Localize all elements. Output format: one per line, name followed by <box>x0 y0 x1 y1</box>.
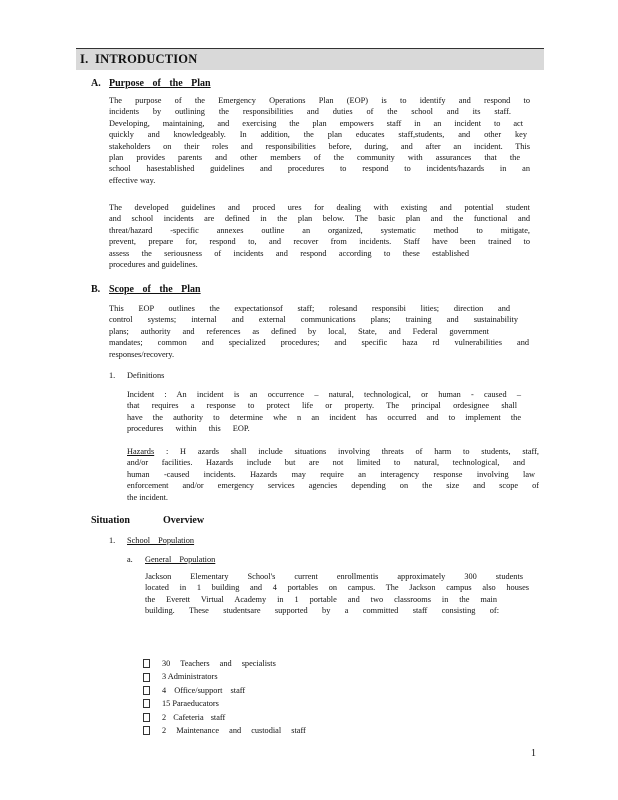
staff-list <box>143 657 306 737</box>
bullet-box-icon <box>143 713 150 722</box>
situation-overview-heading: Situation Overview <box>91 515 205 526</box>
school-population-item: 1. School Population <box>109 536 195 545</box>
definitions-item: 1. Definitions <box>109 371 165 380</box>
purpose-paragraph-1: The purpose of the Emergency Operations Plan (EOP) is to identify and respond to incidents by outlining the responsibilities and duties of the school and its staff. Developing, maintaining, and exercising the plan empowers staff in an incident to act quickly and knowledgeably. In addition, the plan educates staff,students, and other key stakeholders on their roles and responsibilities before, during, and after an incident. This plan provides parents and other members of the community with assurances that the school hasestablished guidelines and procedures to respond to incidents/hazards in an effective way. <box>109 96 530 185</box>
section-title: I. INTRODUCTION <box>80 52 198 66</box>
list-item: 2 Maintenance and custodial staff <box>143 724 306 737</box>
list-item: 15 Paraeducators <box>143 697 306 710</box>
bullet-box-icon <box>143 726 150 735</box>
page-number: 1 <box>531 748 536 759</box>
list-item: 30 Teachers and specialists <box>143 657 306 670</box>
bullet-box-icon <box>143 686 150 695</box>
incident-definition: Incident : An incident is an occurrence – natural, technological, or human - caused – that requires a response to protect life or property. The principal ordesignee shall have the authority to determine whe n an incident has occurred and to implement the procedures within this EOP. <box>127 390 521 434</box>
bullet-box-icon <box>143 673 150 682</box>
list-item: 4 Office/support staff <box>143 684 306 697</box>
hazards-term: Hazards <box>127 447 155 456</box>
general-population-paragraph: Jackson Elementary School's current enrollmentis approximately 300 students located in 1 building and 4 portables on campus. The Jackson campus also houses the Everett Virtual Academy in 1 portable and two classrooms in the main building. These studentsare supported by a committed staff consisting of: <box>145 572 529 616</box>
bullet-box-icon <box>143 699 150 708</box>
section-header-bar <box>76 48 544 70</box>
scope-paragraph: This EOP outlines the expectationsof staff; rolesand responsibi lities; direction and control systems; internal and external communications plans; training and sustainability plans; authority and references as defined by local, State, and Federal government mandates; common and specialized procedures; and specific haza rd vulnerabilities and responses/recovery. <box>109 304 529 359</box>
list-item: 2 Cafeteria staff <box>143 711 306 724</box>
general-population-item: a. General Population <box>127 555 216 564</box>
scope-heading: B. Scope of the Plan <box>91 284 201 295</box>
list-item: 3 Administrators <box>143 670 306 683</box>
purpose-heading: A. Purpose of the Plan <box>91 78 211 89</box>
hazards-definition: Hazards : H azards shall include situations involving threats of harm to students, staff, and/or facilities. Hazards include but are not limited to natural, technological, and human -caused incidents. Hazards may require an interagency response involving law enforcement and/or emergency services agencies depending on the size and scope of the incident. <box>127 447 539 502</box>
purpose-paragraph-2: The developed guidelines and proced ures for dealing with existing and potential student and school incidents are defined in the plan below. The basic plan and the functional and threat/hazard -specific annexes outline an organized, systematic method to mitigate, prevent, prepare for, respond to, and recover from incidents. Staff have been trained to assess the seriousness of incidents and respond according to these established procedures and guidelines. <box>109 203 530 270</box>
bullet-box-icon <box>143 659 150 668</box>
